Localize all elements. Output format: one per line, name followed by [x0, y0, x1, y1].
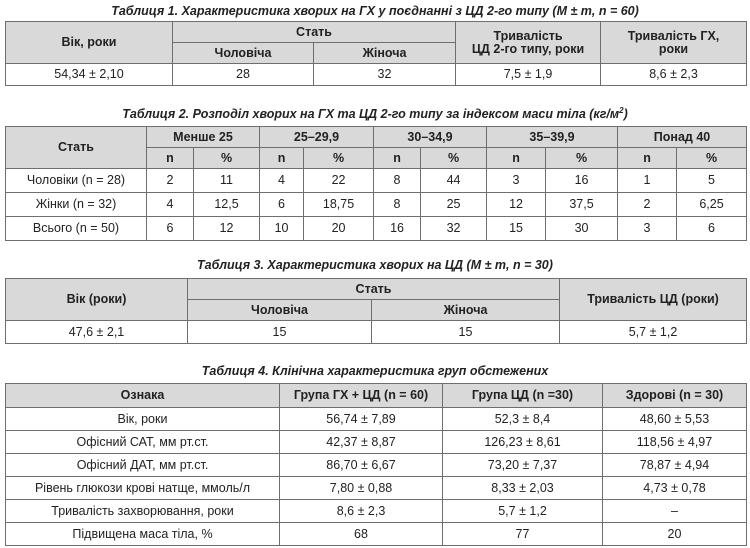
table2-cell: 16	[546, 169, 618, 193]
table4-cell: 7,80 ± 0,88	[280, 477, 443, 500]
table4-row-label: Тривалість захворювання, роки	[6, 500, 280, 523]
table2-header-pct: %	[677, 148, 747, 169]
table2-cell: 11	[194, 169, 260, 193]
table2-header-sex: Стать	[6, 127, 147, 169]
table2-cell: 30	[546, 217, 618, 241]
table2-cell: 18,75	[304, 193, 374, 217]
table3-cell-age: 47,6 ± 2,1	[6, 321, 188, 344]
table2-cell: 2	[618, 193, 677, 217]
table3-header-dm-duration: Тривалість ЦД (роки)	[560, 279, 747, 321]
table4-cell: 20	[603, 523, 747, 546]
table1-header-female: Жіноча	[314, 43, 456, 64]
table4-header-group2: Група ЦД (n =30)	[443, 384, 603, 408]
table-row	[6, 169, 747, 193]
table2-cell: 12	[194, 217, 260, 241]
table4-cell: 56,74 ± 7,89	[280, 408, 443, 431]
table2	[5, 126, 747, 241]
table2-caption-superscript: 2	[619, 105, 624, 115]
table2-cell: 8	[374, 193, 421, 217]
table2-header-n: n	[147, 148, 194, 169]
table1-header-ht-duration	[601, 22, 747, 64]
table2-caption-end: )	[623, 107, 628, 121]
table4-cell: 8,6 ± 2,3	[280, 500, 443, 523]
table1-cell-female: 32	[314, 64, 456, 86]
table4-cell: 118,56 ± 4,97	[603, 431, 747, 454]
table4-row-label: Рівень глюкози крові натще, ммоль/л	[6, 477, 280, 500]
table1-header-dm-duration-line1: Тривалість	[493, 28, 563, 43]
table2-cell: 8	[374, 169, 421, 193]
table1-cell-age: 54,34 ± 2,10	[6, 64, 173, 86]
table-row	[6, 454, 747, 477]
table2-cell: 6	[260, 193, 304, 217]
table2-cell: 6,25	[677, 193, 747, 217]
table3-header-sex: Стать	[188, 279, 560, 300]
table3	[5, 278, 747, 344]
table2-cell: 1	[618, 169, 677, 193]
table2-header-pct: %	[546, 148, 618, 169]
table-row	[6, 321, 747, 344]
table4-cell: 126,23 ± 8,61	[443, 431, 603, 454]
table4-header-group3: Здорові (n = 30)	[603, 384, 747, 408]
table2-cell: 10	[260, 217, 304, 241]
table2-cell: 3	[618, 217, 677, 241]
table4-cell: 86,70 ± 6,67	[280, 454, 443, 477]
table2-cell: 25	[421, 193, 487, 217]
table1-caption: Таблиця 1. Характеристика хворих на ГХ у поєднанні з ЦД 2-го типу (M ± m, n = 60)	[111, 4, 639, 18]
table4-header-sign: Ознака	[6, 384, 280, 408]
table1-cell-male: 28	[173, 64, 314, 86]
table4-cell: 48,60 ± 5,53	[603, 408, 747, 431]
table4-cell: 78,87 ± 4,94	[603, 454, 747, 477]
table-row	[6, 64, 747, 86]
table-row	[6, 193, 747, 217]
table1-cell-ht-duration: 8,6 ± 2,3	[601, 64, 747, 86]
table2-cell: 32	[421, 217, 487, 241]
table2-cell: 6	[147, 217, 194, 241]
table4-row-label: Підвищена маса тіла, %	[6, 523, 280, 546]
table2-header-n: n	[260, 148, 304, 169]
table4-cell: 8,33 ± 2,03	[443, 477, 603, 500]
table2-cell: 6	[677, 217, 747, 241]
table4-cell: –	[603, 500, 747, 523]
table4-row-label: Офісний САТ, мм рт.ст.	[6, 431, 280, 454]
table4-cell: 73,20 ± 7,37	[443, 454, 603, 477]
table3-cell-male: 15	[188, 321, 372, 344]
table-row	[6, 408, 747, 431]
table3-caption: Таблиця 3. Характеристика хворих на ЦД (M ± m, n = 30)	[197, 258, 553, 272]
table2-caption-text: Таблиця 2. Розподіл хворих на ГХ та ЦД 2-го типу за індексом маси тіла (кг/м	[122, 107, 620, 121]
table2-cell: 5	[677, 169, 747, 193]
table-row	[6, 431, 747, 454]
table2-row-label: Чоловіки (n = 28)	[6, 169, 147, 193]
table2-header-group: 35–39,9	[487, 127, 618, 148]
table2-cell: 37,5	[546, 193, 618, 217]
table2-header-n: n	[374, 148, 421, 169]
table4-cell: 77	[443, 523, 603, 546]
table-row	[6, 217, 747, 241]
table4-caption: Таблиця 4. Клінічна характеристика груп обстежених	[201, 364, 549, 378]
table2-header-group: Менше 25	[147, 127, 260, 148]
table4-cell: 4,73 ± 0,78	[603, 477, 747, 500]
table1-header-sex: Стать	[173, 22, 456, 43]
table4-row-label: Вік, роки	[6, 408, 280, 431]
table1-header-ht-duration-line1: Тривалість ГХ,	[627, 28, 720, 43]
table2-row-label: Жінки (n = 32)	[6, 193, 147, 217]
table4	[5, 383, 747, 546]
table2-cell: 16	[374, 217, 421, 241]
table3-header-female: Жіноча	[372, 300, 560, 321]
table3-header-age: Вік (роки)	[6, 279, 188, 321]
table4-cell: 68	[280, 523, 443, 546]
table3-cell-female: 15	[372, 321, 560, 344]
table-row	[6, 477, 747, 500]
table2-caption	[0, 106, 750, 122]
table4-cell: 42,37 ± 8,87	[280, 431, 443, 454]
table3-cell-dm-duration: 5,7 ± 1,2	[560, 321, 747, 344]
table1-header-dm-duration-line2: ЦД 2-го типу, роки	[471, 41, 585, 56]
table2-cell: 4	[147, 193, 194, 217]
table2-cell: 12,5	[194, 193, 260, 217]
table2-cell: 20	[304, 217, 374, 241]
table2-cell: 15	[487, 217, 546, 241]
table4-row-label: Офісний ДАТ, мм рт.ст.	[6, 454, 280, 477]
table2-header-pct: %	[194, 148, 260, 169]
table-row	[6, 523, 747, 546]
table4-cell: 5,7 ± 1,2	[443, 500, 603, 523]
table2-cell: 44	[421, 169, 487, 193]
table2-header-group: Понад 40	[618, 127, 747, 148]
table2-header-pct: %	[304, 148, 374, 169]
table1-cell-dm-duration: 7,5 ± 1,9	[456, 64, 601, 86]
table2-cell: 4	[260, 169, 304, 193]
table2-header-n: n	[487, 148, 546, 169]
table1	[5, 21, 747, 86]
table2-row-label: Всього (n = 50)	[6, 217, 147, 241]
table1-header-dm-duration	[456, 22, 601, 64]
table2-cell: 22	[304, 169, 374, 193]
table1-header-age: Вік, роки	[6, 22, 173, 64]
table2-cell: 12	[487, 193, 546, 217]
table2-header-group: 25–29,9	[260, 127, 374, 148]
table4-header-group1: Група ГХ + ЦД (n = 60)	[280, 384, 443, 408]
table2-cell: 3	[487, 169, 546, 193]
table4-cell: 52,3 ± 8,4	[443, 408, 603, 431]
table2-header-pct: %	[421, 148, 487, 169]
table1-header-ht-duration-line2: роки	[658, 41, 689, 56]
table2-cell: 2	[147, 169, 194, 193]
table3-header-male: Чоловіча	[188, 300, 372, 321]
table1-header-male: Чоловіча	[173, 43, 314, 64]
table-row	[6, 500, 747, 523]
table2-header-n: n	[618, 148, 677, 169]
table2-header-group: 30–34,9	[374, 127, 487, 148]
